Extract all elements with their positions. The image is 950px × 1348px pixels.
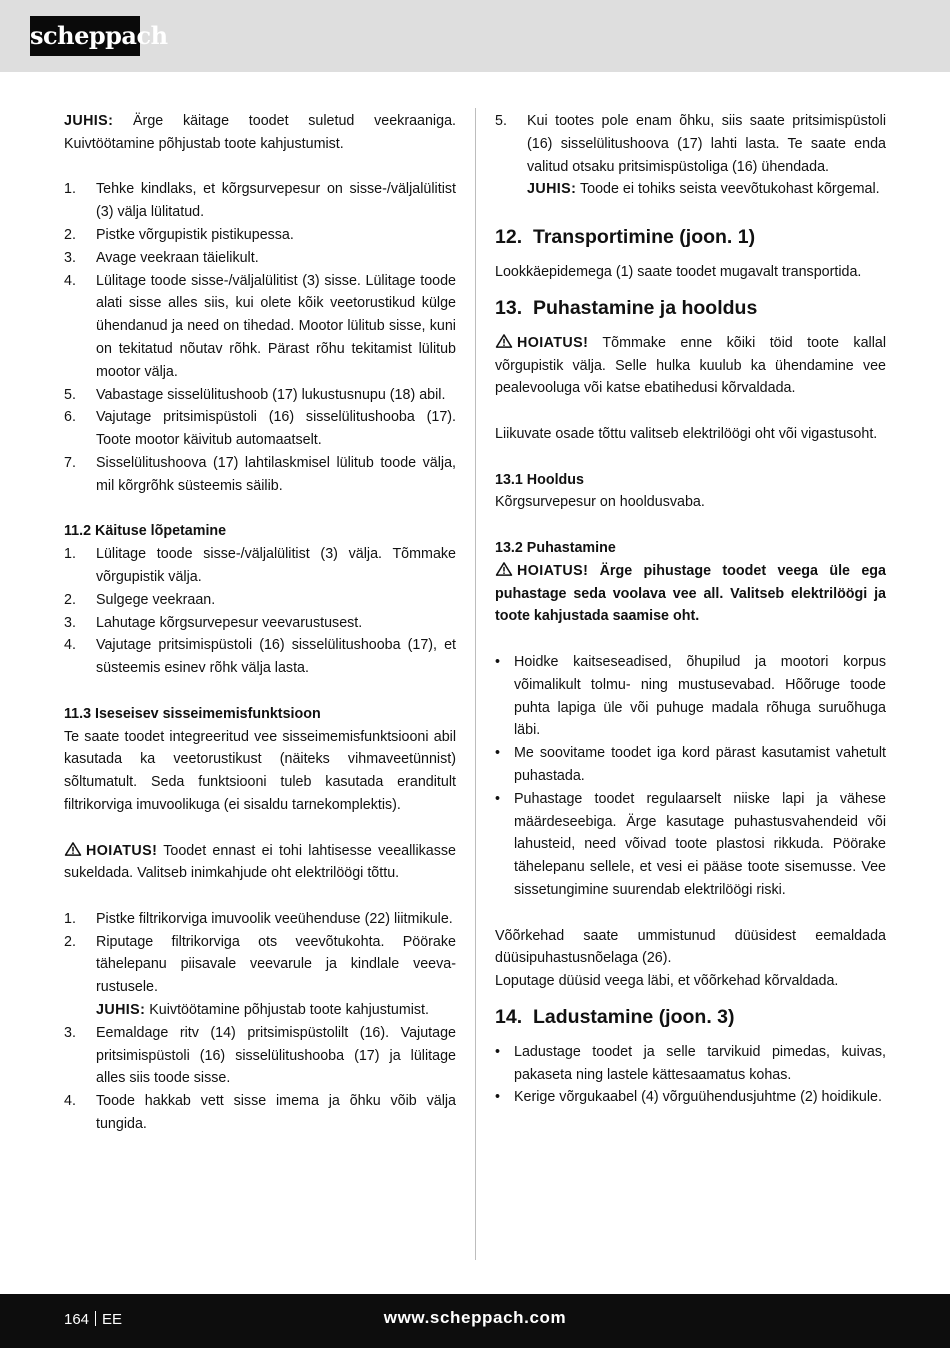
item-number: 6. [64,409,76,426]
right-column [495,110,886,1109]
note-dry-run-2 [96,999,456,1022]
website-url: www.scheppach.com [383,1308,567,1327]
item-number: 3. [64,249,76,266]
item-text: Avage veekraan täielikult. [96,249,259,266]
list-item [64,270,456,384]
page-number: 164 [64,1311,90,1328]
section-11-3-title: 11.3 Iseseisev sisseimemisfunktsioon [64,705,321,722]
item-number: 4. [64,637,76,654]
list-item [495,788,886,902]
warning-text: Ärge pihustage toodet veega üle ega puhastage seda voolava vee all. Valitseb elektrilöögi ja toote kahjustada saamise oht. [495,562,886,625]
item-number: 7. [64,454,76,471]
section-13-heading [495,295,886,321]
nozzle-paragraph-1: Võõrkehad saate ummistunud düüsidest eemaldada düüsipuhastusnõelaga (26). [495,927,886,967]
item-text: Toode hakkab vett sisse imema ja õhku võib välja tungida. [96,1093,456,1133]
heading-number: 12. [495,225,523,248]
note-dry-run [64,110,456,156]
heading-title: Transportimine (joon. 1) [533,225,756,248]
item-text: Vajutage pritsimispüstoli (16) sisselülitushooba (17). Toote mootor käivitub automaatselt. [96,409,456,449]
item-number: 3. [64,614,76,631]
item-number: 2. [64,591,76,608]
warning-spray [495,560,886,628]
item-text: Kerige võrgukaabel (4) võrguühendusjuhtme (2) hoidikule. [514,1089,882,1106]
heading-title: Ladustamine (joon. 3) [533,1005,735,1028]
list-item [64,589,456,612]
bullet-icon: • [495,790,501,807]
bullet-icon: • [495,653,501,670]
footer-bar [0,1294,950,1348]
list-item [64,384,456,407]
item-text: Pistke filtrikorviga imuvoolik veeühenduse (22) liitmikule. [96,910,453,927]
warning-keyword: HOIATUS! [517,562,589,579]
item-text: Eemaldage ritv (14) pritsimispüstolilt (16). Vajutage pritsimispüstoli (16) sisselülitushooba (17) ja lülitage alles siis toode sisse. [96,1024,456,1087]
item-text: Hoidke kaitseseadised, õhupilud ja mootori korpus võimalikult tolmu- ning mustusevabad. Hõõruge toode puhta lapiga üle või puhuge madala rõhuga suruõhuga läbi. [514,653,886,739]
self-priming-steps [64,908,456,1136]
storage-bullets [495,1041,886,1109]
list-item [64,452,456,498]
list-item [64,543,456,589]
list-item [495,110,886,201]
note-text: Kuivtöötamine põhjustab toote kahjustumist. [145,1002,429,1019]
warning-text: Tõmmake enne kõiki töid toote kallal võrgupistik välja. Selle hulka kuulub ka ühendamine vee pealevooluga või katse ebatihedusi kõrvaldada. [495,334,886,397]
note-keyword: JUHIS: [64,113,114,129]
list-item [64,612,456,635]
warning-immersion [64,840,456,886]
item-text: Kui tootes pole enam õhku, siis saate pritsimispüstoli (16) sisselülitushoova (17) lahti lasta. Te saate enda valitud otsaku pritsimispüstoliga (16) ühendada. [527,113,886,175]
note-text: Ärge käitage toodet suletud veekraaniga. Kuivtöötamine põhjustab toote kahjustumist. [64,113,456,152]
heading-number: 13. [495,296,523,319]
left-column [64,110,456,1136]
list-item [64,1022,456,1090]
note-height [527,178,886,201]
warning-triangle-icon [495,562,513,576]
warning-keyword: HOIATUS! [86,842,158,859]
item-number: 5. [64,386,76,403]
list-item [495,651,886,742]
item-text: Lahutage kõrgsurvepesur veevarustusest. [96,614,363,631]
bullet-icon: • [495,1043,501,1060]
cleaning-bullets [495,651,886,902]
list-item [64,634,456,680]
section-11-2-title: 11.2 Käituse lõpetamine [64,523,227,540]
shutdown-steps [64,543,456,680]
maintenance-paragraph: Kõrgsurvepesur on hooldusvaba. [495,494,705,511]
list-item [64,1090,456,1136]
item-text: Me soovitame toodet iga kord pärast kasutamist vahetult puhastada. [514,745,886,784]
warning-keyword: HOIATUS! [517,334,589,351]
nozzle-paragraph-2: Loputage düüsid veega läbi, et võõrkehad kõrvaldada. [495,973,839,990]
list-item [495,1041,886,1087]
warning-unplug [495,332,886,400]
self-priming-step-5 [495,110,886,201]
heading-title: Puhastamine ja hooldus [533,296,758,319]
item-text: Ladustage toodet ja selle tarvikuid pimedas, kuivas, pakaseta ning lastele kättesaamatus kohas. [514,1043,886,1083]
item-number: 3. [64,1024,76,1041]
list-item [64,224,456,247]
item-text: Sisselülitushoova (17) lahtilaskmisel lülitub toode välja, mil kõrgrõhk süsteemis säilib. [96,454,456,494]
note-text: Toode ei tohiks seista veevõtukohast kõrgemal. [576,181,880,198]
section-12-heading [495,224,886,250]
warning-text: Toodet ennast ei tohi lahtisesse veeallikasse sukeldada. Valitseb inimkahjude oht elektrilöögi tõttu. [64,842,456,882]
item-text: Sulgege veekraan. [96,591,216,608]
note-keyword: JUHIS: [527,181,577,198]
moving-parts-paragraph: Liikuvate osade tõttu valitseb elektrilöögi oht või vigastusoht. [495,425,878,442]
section-14-heading [495,1004,886,1030]
item-number: 2. [64,226,76,243]
bullet-icon: • [495,745,501,762]
bullet-icon: • [495,1089,501,1106]
list-item [495,1086,886,1109]
item-text: Pistke võrgupistik pistikupessa. [96,226,294,243]
list-item [64,247,456,270]
item-text: Puhastage toodet regulaarselt niiske lapi ja vähese määrdeseebiga. Ärge kasutage puhastusvahendeid või lahusteid, need võivad toote plastosi rikkuda. Pöörake tähelepanu sellele, et vesi ei pääse toote sisemusse. Vee sissetungimine suurendab elektrilöögi riski. [514,790,886,898]
item-number: 1. [64,546,76,563]
column-divider [475,108,476,1260]
self-priming-paragraph: Te saate toodet integreeritud vee sisseimemisfunktsiooni abil kasutada ka veetorustikust (näiteks vihmaveetünnist) sõltumatult. Seda funktsiooni tuleb kasutada eranditult filtrikorviga imuvoolikuga (ei sisaldu tarnekomplektis). [64,728,456,813]
section-13-2-title: 13.2 Puhastamine [495,539,616,556]
item-text: Lülitage toode sisse-/väljalülitist (3) sisse. Lülitage toode alati sisse alles siis, kui olete kõik veetorustikud külge ühendanud ja need on tihedad. Mootor lülitub sisse, kuni on tekitatud nõutav rõhk. Pärast rõhu tekitamist lülitub mootor välja. [96,272,456,380]
brand-logo: scheppach [30,16,140,56]
item-number: 1. [64,181,76,198]
item-text: Tehke kindlaks, et kõrgsurvepesur on sisse-/väljalülitist (3) välja lülitatud. [96,181,456,221]
list-item [64,406,456,452]
item-number: 4. [64,272,76,289]
warning-triangle-icon [495,334,513,348]
item-number: 1. [64,910,76,927]
item-text: Lülitage toode sisse-/väljalülitist (3) välja. Tõmmake võrgupistik välja. [96,546,456,585]
item-number: 4. [64,1093,76,1110]
list-item [64,908,456,931]
item-text: Vabastage sisselülitushoob (17) lukustusnupu (18) abil. [96,386,446,403]
list-item [495,742,886,788]
note-keyword: JUHIS: [96,1002,146,1019]
warning-triangle-icon [64,842,82,856]
heading-number: 14. [495,1005,523,1028]
section-13-1-title: 13.1 Hooldus [495,471,584,488]
item-number: 2. [64,933,76,950]
language-code: EE [102,1311,123,1328]
list-item [64,178,456,224]
transport-paragraph: Lookkäepidemega (1) saate toodet mugavalt transportida. [495,263,862,280]
startup-steps [64,178,456,497]
item-text: Vajutage pritsimispüstoli (16) sisselülitushooba (17), et süsteemis esinev rõhk välja lasta. [96,637,456,677]
item-text: Riputage filtrikorviga ots veevõtukohta. Pöörake tähelepanu piisavale veevarule ja kindlale veevarustusele. [96,933,456,996]
list-item [64,931,456,1022]
item-number: 5. [495,113,507,129]
